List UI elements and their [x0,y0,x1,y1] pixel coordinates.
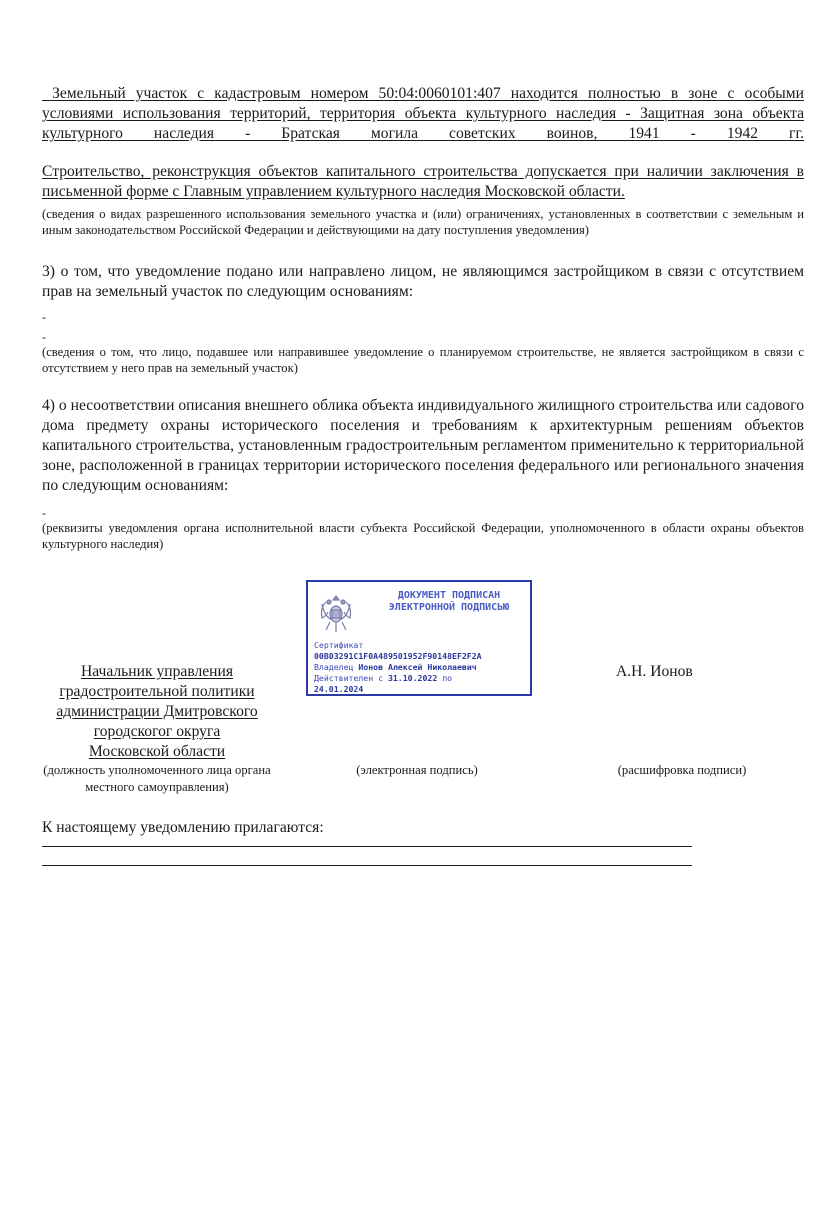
signature-row [42,578,804,798]
construction-paragraph: Строительство, реконструкция объектов капитального строительства допускается при наличии заключения в письменной форме с Главным управлением культурного наследия Московской области. [42,163,804,200]
document-body [42,84,804,552]
stamp-details [314,640,528,695]
stamp-valid-to: 24.01.2024 [314,684,364,694]
section-4-dash: - [42,506,46,520]
land-use-note: (сведения о видах разрешенного использования земельного участка и (или) ограничениях, установленных в соответствии с земельным и иным законодательством Российской Федерации и действующими на дату поступления уведомления) [42,207,804,237]
stamp-cert-value: 00B03291C1F0A489501952F90148EF2F2A [314,651,482,661]
zone-paragraph: Земельный участок с кадастровым номером 50:04:0060101:407 находится полностью в зоне с особыми условиями использования территорий, территория объекта культурного наследия - Защитная зона объекта культурного наследия - Братская могила советских воинов, 1941 - 1942 гг. [42,85,804,142]
stamp-owner: Владелец Ионов Алексей Николаевич [314,662,477,672]
attachments-label: К настоящему уведомлению прилагаются: [42,819,324,836]
e-signature-caption: (электронная подпись) [356,763,478,777]
position-caption: (должность уполномоченного лица органа местного самоуправления) [43,763,271,794]
stamp-cert-label: Сертификат [314,640,364,650]
attachments-section [42,818,702,866]
signer-position: Начальник управления градостроительной политики администрации Дмитровского городскогог округа Московской области [56,663,258,760]
signer-name: А.Н. Ионов [616,663,693,680]
land-plot-info [42,84,804,238]
section-3-dash-2: - [42,330,46,344]
section-4-note: (реквизиты уведомления органа исполнительной власти субъекта Российской Федерации, уполномоченного в области охраны объектов культурного наследия) [42,521,804,551]
section-3-dash-1: - [42,310,46,324]
attachment-line-1 [42,846,692,847]
stamp-validity: Действителен с 31.10.2022 по [314,673,453,683]
stamp-title: ДОКУМЕНТ ПОДПИСАН ЭЛЕКТРОННОЙ ПОДПИСЬЮ [388,590,510,613]
attachment-line-2 [42,865,692,866]
section-3-note: (сведения о том, что лицо, подавшее или направившее уведомление о планируемом строительстве, не является застройщиком в связи с отсутствием у него прав на земельный участок) [42,345,804,375]
e-signature-stamp [306,580,532,696]
section-3-text: 3) о том, что уведомление подано или направлено лицом, не являющимся застройщиком в связи с отсутствием прав на земельный участок по следующим основаниям: [42,263,804,300]
section-4-text: 4) о несоответствии описания внешнего облика объекта индивидуального жилищного строительства или садового дома предмету охраны исторического поселения и требованиям к архитектурным решениям объектов капитального строительства, установленным градостроительным регламентом применительно к территориальной зоне, расположенной в границах территории исторического поселения федерального или регионального значения по следующим основаниям: [42,397,804,494]
name-caption: (расшифровка подписи) [617,763,747,777]
russian-coat-of-arms-icon [316,592,356,636]
